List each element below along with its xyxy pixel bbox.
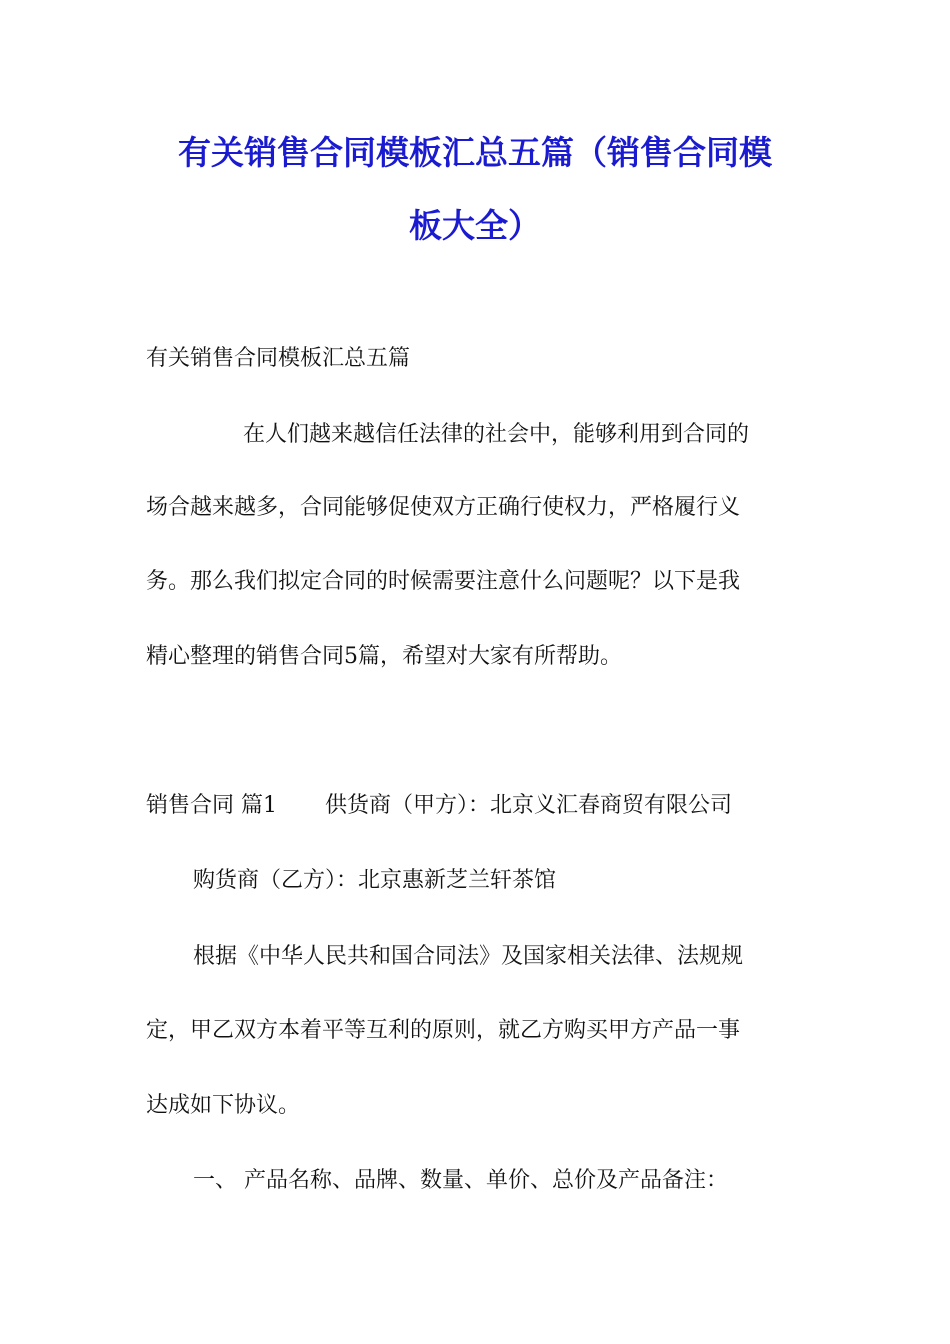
basis-paragraph-line-2: 定，甲乙双方本着平等互利的原则，就乙方购买甲方产品一事 [146, 1018, 741, 1043]
section-header-row [146, 791, 732, 821]
document-title-line-2: 板大全） [409, 206, 541, 245]
intro-paragraph-line-1: 在人们越来越信任法律的社会中，能够利用到合同的 [243, 422, 750, 447]
clause-1-heading: 一、 产品名称、品牌、数量、单价、总价及产品备注： [193, 1168, 728, 1193]
intro-paragraph-line-4: 精心整理的销售合同5篇，希望对大家有所帮助。 [146, 644, 622, 669]
basis-paragraph-line-3: 达成如下协议。 [146, 1093, 301, 1118]
supplier-line: 供货商（甲方）：北京义汇春商贸有限公司 [325, 793, 733, 818]
document-subtitle: 有关销售合同模板汇总五篇 [146, 346, 411, 371]
intro-paragraph-line-2: 场合越来越多，合同能够促使双方正确行使权力，严格履行义 [146, 495, 741, 520]
intro-paragraph-line-3: 务。那么我们拟定合同的时候需要注意什么问题呢？以下是我 [146, 569, 741, 594]
document-title-line-1: 有关销售合同模板汇总五篇（销售合同模 [178, 133, 772, 172]
section-1-label: 销售合同 篇1 [146, 793, 277, 818]
buyer-line: 购货商（乙方）：北京惠新芝兰轩茶馆 [193, 868, 557, 893]
basis-paragraph-line-1: 根据《中华人民共和国合同法》及国家相关法律、法规规 [193, 944, 744, 969]
